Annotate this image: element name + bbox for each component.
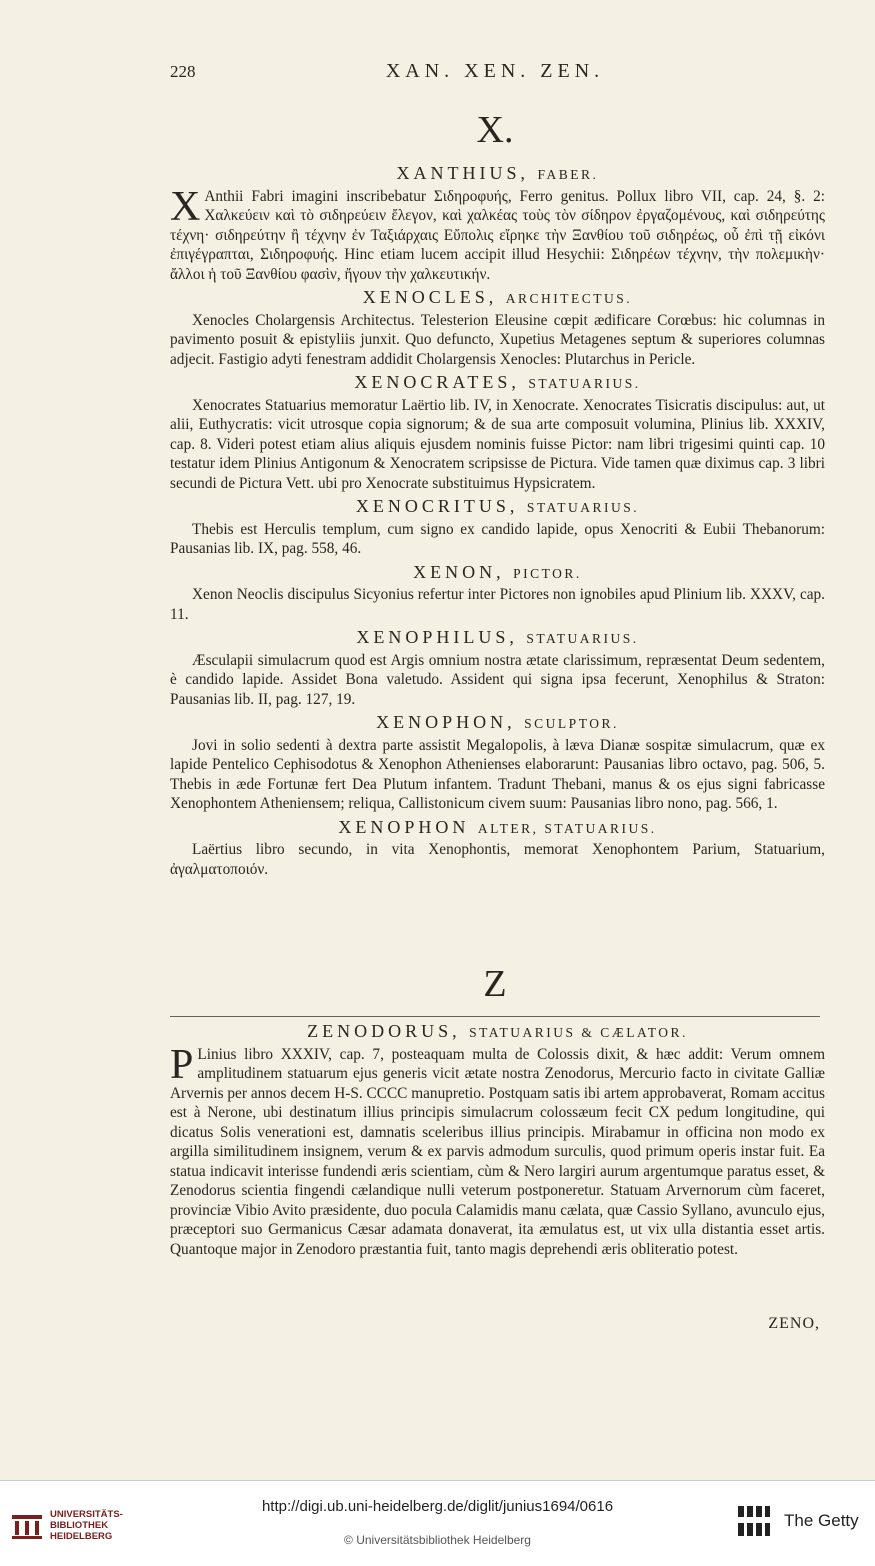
getty-logo-icon xyxy=(735,1503,773,1539)
entry-text: Jovi in solio sedenti à dextra parte assistit Megalopolis, à læva Dianæ sospitæ simulacrum, quæ ex lapide Pentelico Cephisodotus & Xenophon Athenienses elaborarunt: Pausanias libro octavo, pag. 506, 5. Thebis in æde Fortunæ fert Dea Plutum infantem. Tradunt Thebani, manus & os ejus signi fabricasse Xenophontem Atheniensem; reliqua, Callistonicum civem suum: Pausanias libro nono, pag. 566, 1. xyxy=(170,736,825,812)
entry-text: P Linius libro XXXIV, cap. 7, posteaquam multa de Colossis dixit, & hæc addit: Verum omnem amplitudinem statuarum ejus generis vicit ætate nostra Zenodorus, Mercurio facto in civitate Galliæ Arvernis per annos decem H-S. CCCC manupretio. Postquam satis ibi artem approbaverat, Romam accitus est à Nerone, ubi destinatum illius principis simulacrum colossæum fecit CX pedum longitudine, qui dicatus Solis venerationi est, damnatis sceleribus illius principis. Mirabamur in officina non modo ex argilla similitudinem insignem, verum & ex parvis admodum surculis, quod primum operis instar fuit. Ea statua indicavit interisse fundendi æris scientiam, cùm & Nero largiri aurum argentumque paratus esset, & Zenodorus scientia fingendi cælandique nulli veterum postponeretur. Statuam Arvernorum cùm faceret, provinciæ Vibio Avito præsidente, duo pocula Calamidis manu cælata, quæ Cassio Syllano, avunculo ejus, præceptori suo Germanicus Cæsar adamata donaverat, ita æmulatus est, ut vix ulla distantia esset artis. Quantoque major in Zenodoro præstantia fuit, tanto magis deprehendi æris obliteratio potest. xyxy=(170,1041,825,1258)
entry-xenocritus xyxy=(170,497,825,559)
z-entries xyxy=(170,1018,825,1259)
entry-text: Xenocles Cholargensis Architectus. Telesterion Eleusine cœpit ædificare Corœbus: hic columnas in pavimento posuit & epistyliis junxit. Quo defuncto, Xupetius Metagenes septum & superiores columnas adjecit. Fastigio adyti fenestram addidit Cholargensis Xenocles: Plutarchus in Pericle. xyxy=(170,311,825,368)
entry-xenophon-alter xyxy=(170,818,825,880)
entry-heading xyxy=(170,164,825,185)
section-heading-x: X. xyxy=(476,109,514,151)
entry-heading xyxy=(170,713,825,734)
section-heading-z: Z xyxy=(483,963,507,1005)
page-header xyxy=(170,62,820,88)
entry-xanthius xyxy=(170,164,825,284)
entry-text: X Anthii Fabri imagini inscribebatur Σιδηροφυής, Ferro genitus. Pollux libro VII, cap. 24, §. 2: Χαλκεύειν καὶ τὸ σιδηρεύειν ἔλεγον, καὶ χαλκέας τοὺς τὸν σίδηρον ἐργαζομένους, καὶ σιδηρεύτης τέχνη· σιδηρεύτην ἢ τέχνην ἐν Ταξιάρχαις Εὔπολις εἴρηκε τὴν Ξανθίου τοῦ σιδηρέως, οὗ ἐπὶ τῇ εἰκόνι ἐπιγέγραπται, Σιδηροφυής. Hinc etiam lucem accipit illud Hesychii: Σιδηρέων τέχνην, τὴν πολεμικὴν· ἄλλοι ἡ τοῦ Ξανθίου φασὶν, ἤγουν τὴν χαλκευτικήν. xyxy=(170,183,825,283)
entry-heading xyxy=(170,288,825,309)
entry-heading xyxy=(170,373,825,394)
entry-text: Thebis est Herculis templum, cum signo ex candido lapide, opus Xenocriti & Eubii Thebanorum: Pausanias lib. IX, pag. 558, 46. xyxy=(170,520,825,557)
entry-xenocrates xyxy=(170,373,825,493)
entry-text: Æsculapii simulacrum quod est Argis omnium nostra ætate clarissimum, repræsentat Deum sedentem, è candido lapide. Assidet Bona valetudo. Assident qui signa ipsa fecerunt, Xenophilus & Straton: Pausanias lib. II, pag. 127, 19. xyxy=(170,651,825,708)
entry-xenon xyxy=(170,563,825,625)
entry-role: FABER. xyxy=(537,167,599,182)
entry-name: XANTHIUS, xyxy=(396,163,530,183)
entry-text: Xenocrates Statuarius memoratur Laërtio lib. IV, in Xenocrate. Xenocrates Tisicratis discipulus: aut, ut alii, Euthycratis: vicit utrosque copia signorum; & de sua arte composuit volumina, Plinius lib. XXXIV, cap. 8. Videri potest etiam alius aliquis ejusdem nominis fuisse Pictor: nam libri trigesimi quinti cap. 10 testatur idem Plinius Antigonum & Xenocratem scripsisse de Pictura. Vide tamen quæ diximus cap. 3 libri secundi de Pictura Vett. ubi pro Xenocrate substituimus Hypsicratem. xyxy=(170,396,825,492)
entry-name: XENOPHILUS, xyxy=(356,627,518,647)
entry-name: ZENODORUS, xyxy=(307,1021,461,1041)
x-entries xyxy=(170,160,825,879)
entry-zenodorus xyxy=(170,1022,825,1259)
entry-heading xyxy=(170,497,825,518)
page-number: 228 xyxy=(170,62,196,81)
entry-text: Laërtius libro secundo, in vita Xenophontis, memorat Xenophontem Parium, Statuarium, ἀγαλματοποιόν. xyxy=(170,841,825,878)
entry-role: ARCHITECTUS. xyxy=(505,291,633,306)
entry-heading xyxy=(170,1022,825,1043)
catchword: ZENO, xyxy=(768,1315,820,1332)
getty-label: The Getty xyxy=(784,1511,859,1530)
entry-role: STATUARIUS. xyxy=(526,500,640,515)
entry-role: STATUARIUS. xyxy=(528,376,641,391)
entry-role: STATUARIUS. xyxy=(526,631,639,646)
entry-role: PICTOR. xyxy=(513,565,582,581)
entry-heading xyxy=(170,563,825,584)
viewer-footer xyxy=(0,1480,875,1566)
entry-name: XENOCRATES, xyxy=(354,372,520,392)
drop-cap: X xyxy=(170,183,201,230)
permalink[interactable]: http://digi.ub.uni-heidelberg.de/diglit/junius1694/0616 xyxy=(261,1498,614,1515)
entry-name: XENOCRITUS, xyxy=(355,496,519,516)
entry-text: Xenon Neoclis discipulus Sicyonius refertur inter Pictores non ignobiles apud Plinium lib. XXXV, cap. 11. xyxy=(170,586,825,623)
copyright-notice: © Universitätsbibliothek Heidelberg xyxy=(344,1533,531,1547)
entry-role: SCULPTOR. xyxy=(524,716,619,731)
entry-heading xyxy=(170,818,825,839)
entry-heading xyxy=(170,628,825,649)
entry-name: XENOPHON xyxy=(338,816,470,837)
entry-role: STATUARIUS & CÆLATOR. xyxy=(469,1025,688,1040)
running-head: XAN. XEN. ZEN. xyxy=(385,60,605,82)
section-rule xyxy=(170,1016,820,1017)
entry-name: XENON, xyxy=(413,561,505,582)
library-name: UNIVERSITÄTS- BIBLIOTHEK HEIDELBERG xyxy=(50,1509,123,1542)
entry-name: XENOCLES, xyxy=(362,287,498,307)
drop-cap: P xyxy=(170,1041,194,1088)
entry-name: XENOPHON, xyxy=(376,712,516,732)
entry-xenophon xyxy=(170,713,825,814)
entry-xenocles xyxy=(170,288,825,369)
entry-xenophilus xyxy=(170,628,825,709)
entry-role: ALTER, STATUARIUS. xyxy=(477,820,657,836)
